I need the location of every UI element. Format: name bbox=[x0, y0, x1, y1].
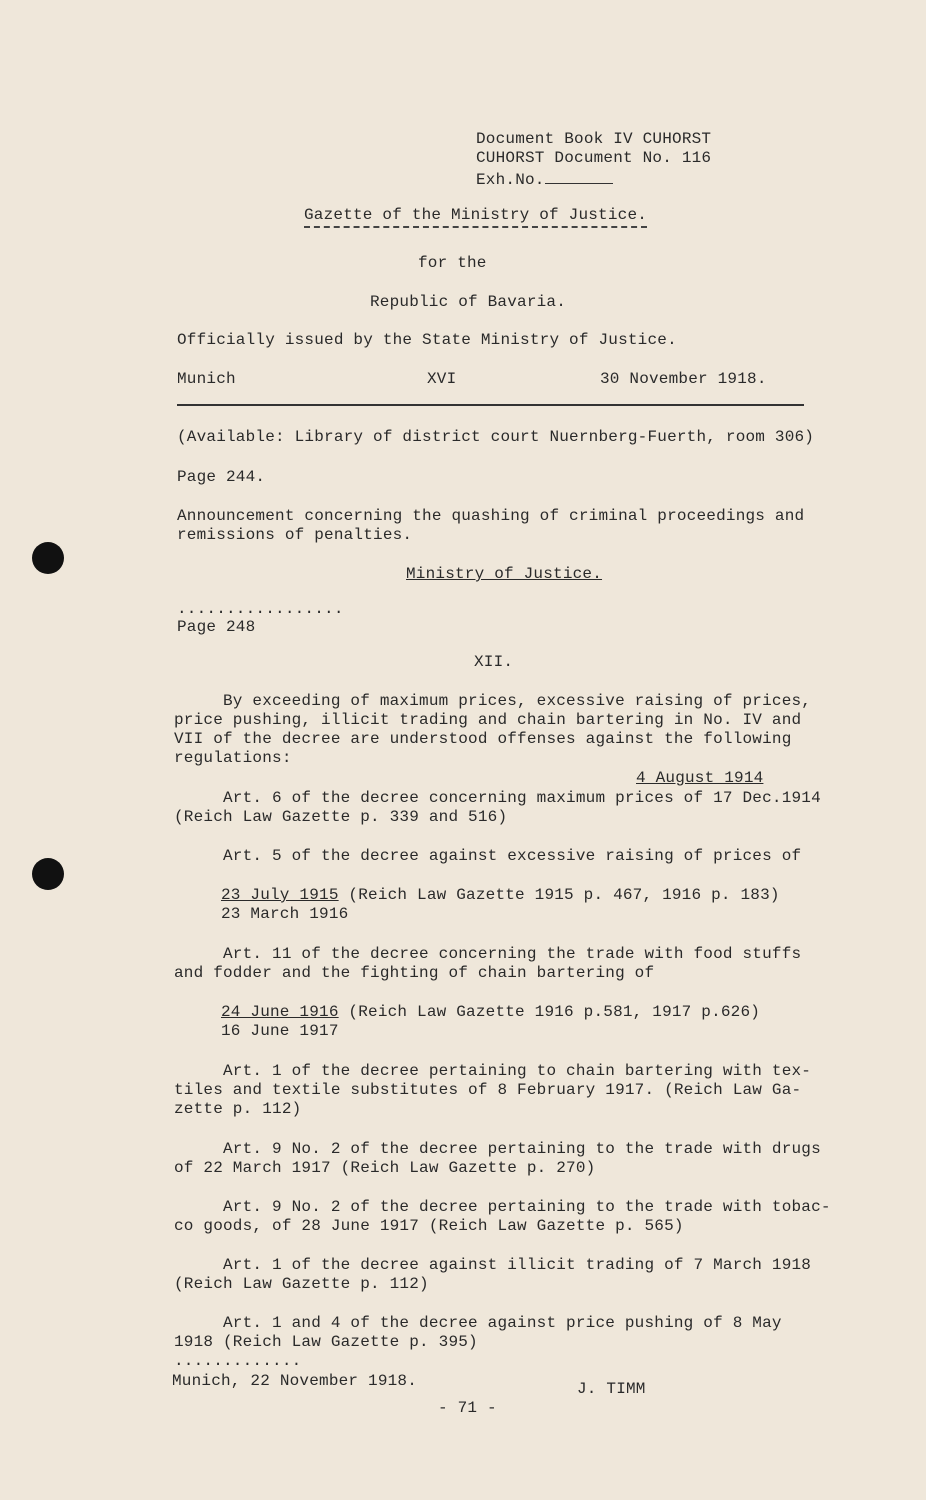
art9b-line-2: co goods, of 28 June 1917 (Reich Law Gazette p. 565) bbox=[174, 1217, 684, 1235]
gazette-title: Gazette of the Ministry of Justice. bbox=[304, 206, 647, 225]
issue-date: 30 November 1918. bbox=[600, 370, 767, 388]
issue-place: Munich bbox=[177, 370, 236, 388]
ellipsis-dots: ................. bbox=[177, 600, 344, 618]
closing-place-date: Munich, 22 November 1918. bbox=[172, 1372, 418, 1390]
para1-line-4: regulations: bbox=[174, 749, 292, 767]
art5-line: Art. 5 of the decree against excessive raising of prices of bbox=[174, 847, 802, 865]
art1a-line-2: tiles and textile substitutes of 8 February 1917. (Reich Law Ga- bbox=[174, 1081, 802, 1099]
art11-ref-line: 24 June 1916 (Reich Law Gazette 1916 p.581, 1917 p.626) bbox=[221, 1003, 761, 1021]
art5-date-2: 23 March 1916 bbox=[221, 905, 349, 923]
art9b-line-1: Art. 9 No. 2 of the decree pertaining to the trade with tobac- bbox=[174, 1198, 831, 1216]
announcement-line-1: Announcement concerning the quashing of criminal proceedings and bbox=[177, 507, 805, 525]
art1b-line-2: (Reich Law Gazette p. 112) bbox=[174, 1275, 429, 1293]
availability-note: (Available: Library of district court Nuernberg-Fuerth, room 306) bbox=[177, 428, 815, 446]
art5-ref-line: 23 July 1915 (Reich Law Gazette 1915 p. 467, 1916 p. 183) bbox=[221, 886, 780, 904]
ellipsis-dots-2: ............. bbox=[174, 1352, 302, 1370]
art6-line-2: (Reich Law Gazette p. 339 and 516) bbox=[174, 808, 508, 826]
para1-line-2: price pushing, illicit trading and chain bartering in No. IV and bbox=[174, 711, 802, 729]
doc-book-label: Document Book IV CUHORST bbox=[476, 130, 712, 148]
announcement-line-2: remissions of penalties. bbox=[177, 526, 413, 544]
header-rule bbox=[177, 404, 804, 406]
doc-number-label: CUHORST Document No. 116 bbox=[476, 149, 712, 167]
subtitle-republic: Republic of Bavaria. bbox=[370, 293, 567, 311]
art1b-line-1: Art. 1 of the decree against illicit trading of 7 March 1918 bbox=[174, 1256, 812, 1274]
art11-line-1: Art. 11 of the decree concerning the trade with food stuffs bbox=[174, 945, 802, 963]
art1c-line-1: Art. 1 and 4 of the decree against price pushing of 8 May bbox=[174, 1314, 782, 1332]
page-number: - 71 - bbox=[438, 1399, 497, 1417]
art1a-line-3: zette p. 112) bbox=[174, 1100, 302, 1118]
punch-hole-icon bbox=[32, 858, 64, 890]
signature: J. TIMM bbox=[577, 1380, 646, 1398]
punch-hole-icon bbox=[32, 542, 64, 574]
art9a-line-1: Art. 9 No. 2 of the decree pertaining to the trade with drugs bbox=[174, 1140, 821, 1158]
section-number: XII. bbox=[474, 653, 514, 671]
august-date: 4 August 1914 bbox=[636, 769, 764, 787]
art6-line-1: Art. 6 of the decree concerning maximum prices of 17 Dec.1914 bbox=[174, 789, 821, 807]
para1-line-3: VII of the decree are understood offenses against the following bbox=[174, 730, 792, 748]
art9a-line-2: of 22 March 1917 (Reich Law Gazette p. 270) bbox=[174, 1159, 596, 1177]
issued-line: Officially issued by the State Ministry of Justice. bbox=[177, 331, 677, 349]
exhibit-label: Exh.No. bbox=[476, 168, 613, 190]
page-ref-244: Page 244. bbox=[177, 468, 266, 486]
page-ref-248: Page 248 bbox=[177, 618, 256, 636]
art1c-line-2: 1918 (Reich Law Gazette p. 395) bbox=[174, 1333, 478, 1351]
art11-line-2: and fodder and the fighting of chain bartering of bbox=[174, 964, 655, 982]
ministry-heading: Ministry of Justice. bbox=[406, 565, 603, 583]
issue-number: XVI bbox=[427, 370, 457, 388]
subtitle-for-the: for the bbox=[418, 254, 487, 272]
art11-date-2: 16 June 1917 bbox=[221, 1022, 339, 1040]
art1a-line-1: Art. 1 of the decree pertaining to chain bartering with tex- bbox=[174, 1062, 812, 1080]
para1-line-1: By exceeding of maximum prices, excessive raising of prices, bbox=[174, 692, 812, 710]
